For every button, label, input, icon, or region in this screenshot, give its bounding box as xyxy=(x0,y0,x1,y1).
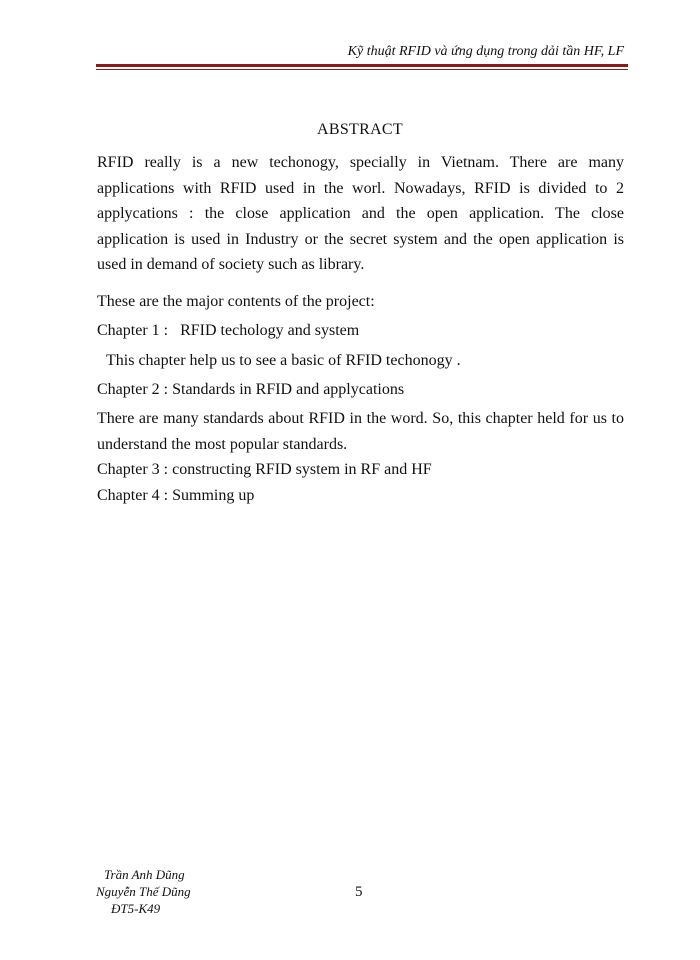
header-rule-thick xyxy=(96,64,628,67)
chapter-1-description: This chapter help us to see a basic of RFID techonogy . xyxy=(106,352,461,369)
abstract-paragraph: RFID really is a new techonogy, specially in Vietnam. There are many applications with RFID used in the worl. Nowadays, RFID is divided to 2 applycations : the close application and the open application. The close application is used in Industry or the secret system and the open application is used in demand of society such as library. xyxy=(97,154,624,273)
footer-author-2: Nguyễn Thế Dũng xyxy=(96,884,191,899)
abstract-heading: ABSTRACT xyxy=(317,121,403,138)
chapter-4-title: Chapter 4 : Summing up xyxy=(97,487,255,504)
contents-intro: These are the major contents of the project: xyxy=(97,293,375,310)
page-number: 5 xyxy=(355,884,363,900)
chapter-3-title: Chapter 3 : constructing RFID system in RF and HF xyxy=(97,461,432,478)
chapter-1-title: Chapter 1 : RFID techology and system xyxy=(97,322,360,339)
chapter-2-description: There are many standards about RFID in the word. So, this chapter held for us to understand the most popular standards. xyxy=(97,410,624,453)
page-header xyxy=(96,40,628,72)
chapter-2-title: Chapter 2 : Standards in RFID and applycations xyxy=(97,381,405,398)
footer-class-code: ĐT5-K49 xyxy=(111,901,161,916)
header-title: Kỹ thuật RFID và ứng dụng trong dải tần HF, LF xyxy=(347,44,624,59)
footer-author-1: Trần Anh Dũng xyxy=(104,867,185,882)
footer-authors xyxy=(96,866,191,917)
header-rule-thin xyxy=(96,69,628,70)
